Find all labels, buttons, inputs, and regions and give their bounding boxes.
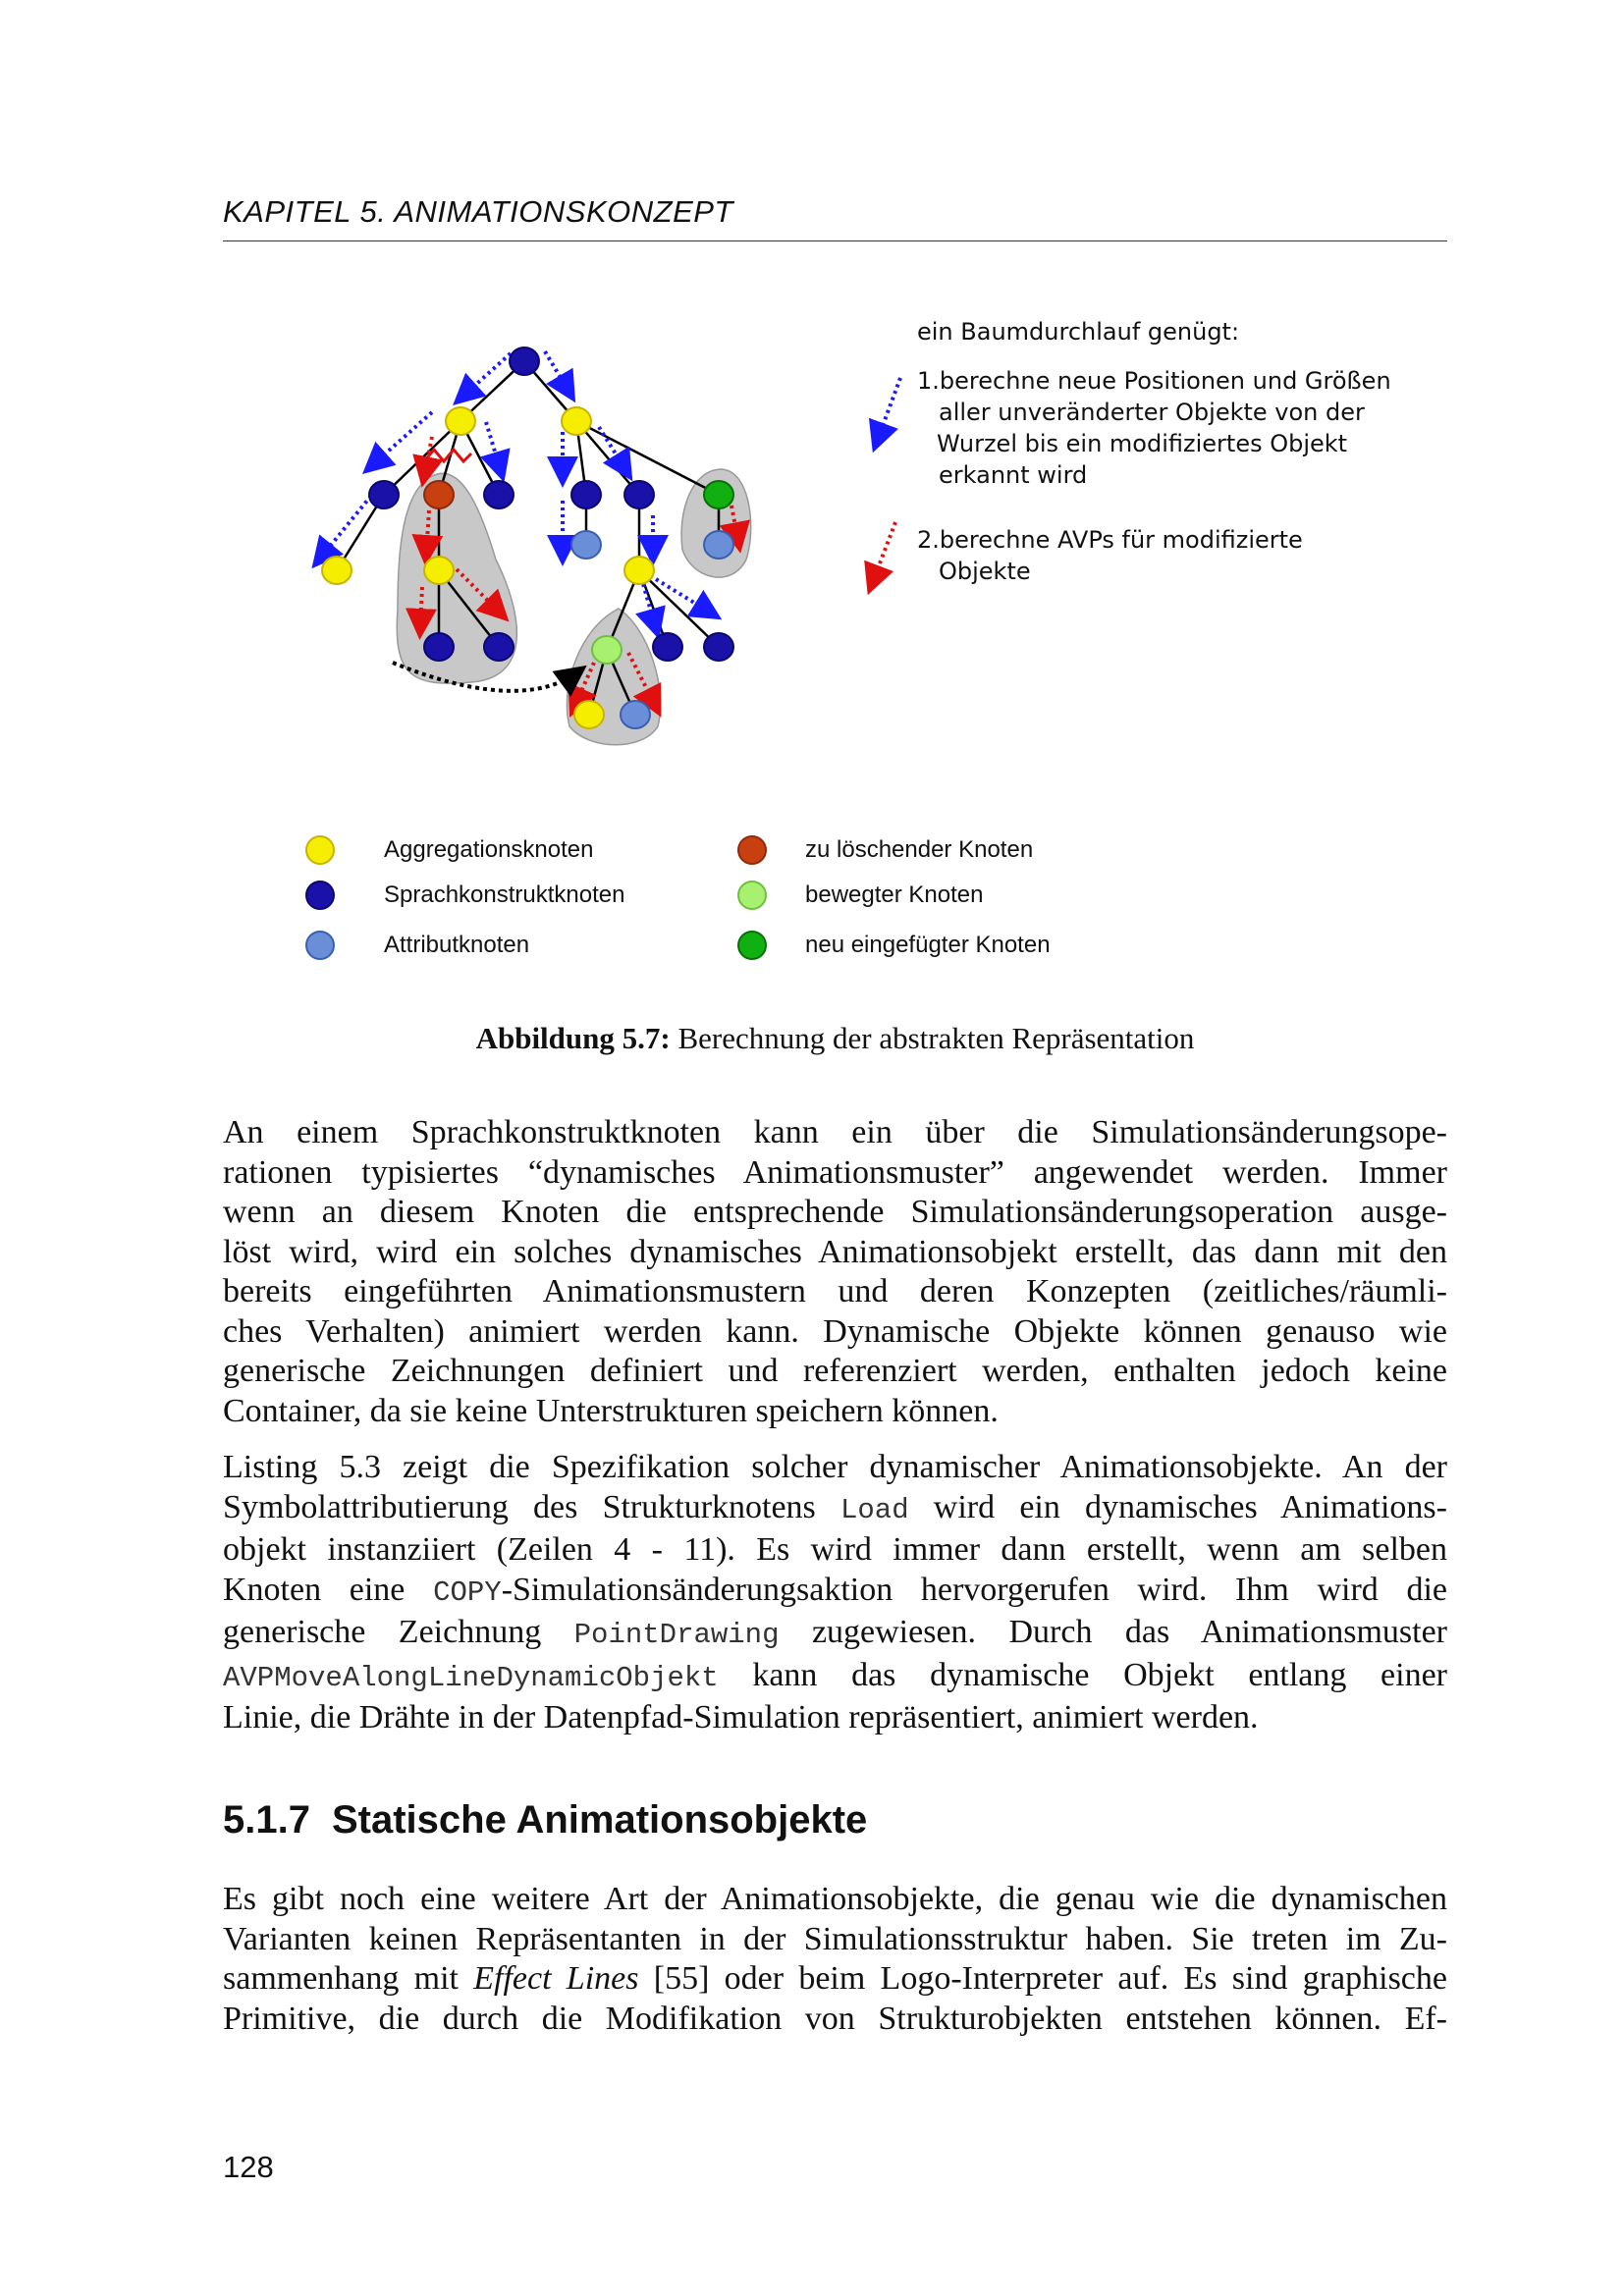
text-segment: zugewiesen. Durch das Animationsmuster [779,1614,1447,1650]
legend-dot-aggregation [306,836,334,864]
legend-label: Sprachkonstruktknoten [384,881,625,908]
legend-label: zu löschender Knoten [805,836,1034,863]
text-segment: kann das dynamische Objekt entlang einer [718,1656,1447,1693]
node-language-construct [624,481,654,508]
code-identifier: AVPMoveAlongLineDynamicObjekt [223,1661,719,1694]
node-aggregation [446,407,475,435]
text-line: generische Zeichnungen definiert und referenziert werden, enthalten jedoch keine [223,1353,1447,1389]
text-segment: generische Zeichnung [223,1614,574,1650]
node-language-construct [653,633,682,661]
node-language-construct [571,481,601,508]
legend-dot-to-delete [738,836,766,864]
node-attribute [621,701,650,728]
running-header: KAPITEL 5. ANIMATIONSKONZEPT [223,194,733,229]
text-line: wenn an diesem Knoten die entsprechende Simulationsänderungsoperation ausge- [223,1194,1447,1230]
node-aggregation [624,557,654,584]
legend-label: Attributknoten [384,932,530,958]
text-line: Linie, die Drähte in der Datenpfad-Simulation repräsentiert, animiert werden. [223,1699,1259,1735]
tree-nodes [322,347,733,728]
legend-label: neu eingefügter Knoten [805,932,1051,958]
text-line: Container, da sie keine Unterstrukturen speichern können. [223,1392,999,1429]
code-identifier: Load [839,1493,909,1526]
text-segment: wird ein dynamisches Animations- [908,1488,1447,1525]
text-line [223,1656,1447,1699]
text-segment: Symbolattributierung des Strukturknotens [223,1488,840,1525]
text-line: rationen typisiertes “dynamisches Animationsmuster” angewendet werden. Immer [223,1153,1447,1191]
caption-text: Berechnung der abstrakten Repräsentation [670,1021,1195,1055]
node-language-construct [369,481,399,508]
code-identifier: PointDrawing [573,1619,780,1651]
text-segment: Knoten eine [223,1571,434,1608]
text-line: ches Verhalten) animiert werden kann. Dynamische Objekte können genauso wie [223,1312,1447,1350]
node-attribute [704,531,733,559]
node-language-construct [510,347,539,375]
node-language-construct [484,481,514,508]
legend-label: Aggregationsknoten [384,836,594,863]
section-title: Statische Animationsobjekte [331,1798,868,1842]
node-inserted [704,481,733,508]
text-line [223,1488,1447,1531]
node-language-construct [424,633,454,661]
node-aggregation [424,557,454,584]
annotation-step2-line: Objekte [939,558,1031,585]
legend-dot-moved [738,881,766,909]
text-line: bereits eingeführten Animationsmustern und deren Konzepten (zeitliches/räumli- [223,1273,1447,1309]
text-line [223,1571,1447,1614]
annotation-step1-line: Wurzel bis ein modifiziertes Objekt [937,430,1348,457]
code-identifier: COPY [433,1575,502,1609]
text-line: Listing 5.3 zeigt die Spezifikation solcher dynamischer Animationsobjekte. An der [223,1449,1447,1485]
text-line: objekt instanziiert (Zeilen 4 - 11). Es wird immer dann erstellt, wenn am selben [223,1531,1447,1568]
text-segment: -Simulationsänderungsaktion hervorgerufen wird. Ihm wird die [501,1571,1447,1608]
node-aggregation [322,557,352,584]
annotation-step1 [917,365,1391,491]
node-to-delete [424,481,454,508]
annotation-step1-line: 1.berechne neue Positionen und Größen [917,367,1391,395]
annotation-step2 [917,524,1303,587]
text-line: Primitive, die durch die Modifikation von Strukturobjekten entstehen können. Ef- [223,2000,1447,2037]
annotation-step1-line: aller unveränderter Objekte von der [939,399,1365,426]
legend-label: bewegter Knoten [805,881,984,908]
node-attribute [571,531,601,559]
legend-dot-attribute [306,932,334,959]
text-segment: [55] oder beim Logo-Interpreter auf. Es sind graphische [638,1960,1447,1997]
annotation-step1-line: erkannt wird [939,461,1088,489]
annotation-step2-line: 2.berechne AVPs für modifizierte [917,526,1303,554]
node-moved [592,636,622,664]
text-line: Es gibt noch eine weitere Art der Animationsobjekte, die genau wie die dynamischen [223,1881,1447,1917]
text-line: löst wird, wird ein solches dynamisches Animationsobjekt erstellt, das dann mit den [223,1233,1447,1270]
paragraph [223,1880,1447,2039]
figure-caption [223,1021,1447,1056]
caption-label: Abbildung 5.7: [475,1021,671,1055]
paragraph [223,1448,1447,1738]
emphasis-text: Effect Lines [473,1960,639,1997]
paragraph [223,1113,1447,1431]
node-aggregation [562,407,591,435]
page-number: 128 [223,2150,274,2184]
section-heading [223,1798,867,1842]
node-language-construct [704,633,733,661]
text-line: An einem Sprachkonstruktknoten kann ein über die Simulationsänderungsope- [223,1114,1447,1150]
section-number: 5.1.7 [223,1798,310,1842]
text-line: Varianten keinen Repräsentanten in der Simulationsstruktur haben. Sie treten im Zu- [223,1920,1447,1957]
legend-dot-language-construct [306,881,334,909]
node-aggregation [574,701,604,728]
text-line [223,1959,1447,2000]
annotation-title: ein Baumdurchlauf genügt: [917,318,1240,346]
delete-zigzag [424,450,471,461]
node-language-construct [484,633,514,661]
text-segment: sammenhang mit [223,1960,474,1997]
text-line [223,1613,1447,1656]
legend-dot-inserted [738,932,766,959]
tree-diagram [0,0,1624,982]
